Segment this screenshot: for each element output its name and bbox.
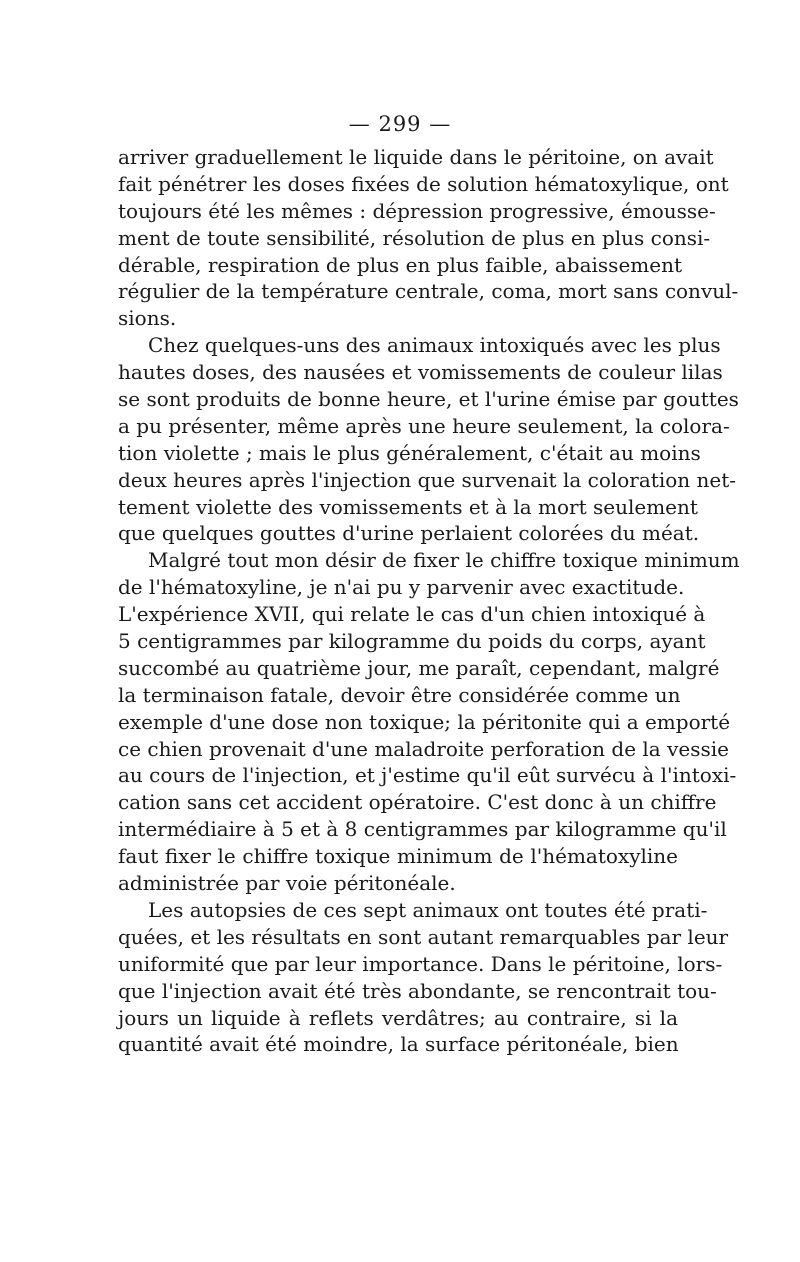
text-line: deux heures après l'injection que survenait la coloration net- xyxy=(118,467,737,492)
text-line: toujours été les mêmes : dépression progressive, émousse- xyxy=(118,198,716,223)
text-line: au cours de l'injection, et j'estime qu'il eût survécu à l'intoxi- xyxy=(118,763,737,788)
text-line: fait pénétrer les doses fixées de solution hématoxylique, ont xyxy=(118,171,729,196)
text-line: de l'hématoxyline, je n'ai pu y parvenir avec exactitude. xyxy=(118,575,685,600)
paragraph-start-line: Les autopsies de ces sept animaux ont toutes été prati- xyxy=(148,897,708,922)
text-line: que l'injection avait été très abondante, se rencontrait tou- xyxy=(118,978,717,1003)
text-line: quantité avait été moindre, la surface péritonéale, bien xyxy=(118,1032,679,1057)
text-line: 5 centigrammes par kilogramme du poids du corps, ayant xyxy=(118,629,706,654)
text-line: sions. xyxy=(118,306,177,331)
text-line: régulier de la température centrale, coma, mort sans convul- xyxy=(118,279,739,304)
text-line: dérable, respiration de plus en plus faible, abaissement xyxy=(118,252,683,277)
text-line: cation sans cet accident opératoire. C'est donc à un chiffre xyxy=(118,790,717,815)
text-line: arriver graduellement le liquide dans le péritoine, on avait xyxy=(118,145,714,169)
text-line: tement violette des vomissements et à la mort seulement xyxy=(118,494,698,519)
text-line: hautes doses, des nausées et vomissements de couleur lilas xyxy=(118,360,723,385)
text-line: que quelques gouttes d'urine perlaient colorées du méat. xyxy=(118,521,700,546)
text-line: L'expérience XVII, qui relate le cas d'un chien intoxiqué à xyxy=(118,602,706,627)
text-line: jours un liquide à reflets verdâtres; au contraire, si la xyxy=(118,1005,678,1030)
text-line: la terminaison fatale, devoir être considérée comme un xyxy=(118,682,681,707)
text-line: se sont produits de bonne heure, et l'urine émise par gouttes xyxy=(118,387,739,412)
page-number: — 299 — xyxy=(348,112,452,136)
text-line: quées, et les résultats en sont autant remarquables par leur xyxy=(118,924,729,949)
body-text xyxy=(118,144,740,1058)
paragraph-start-line: Chez quelques-uns des animaux intoxiqués avec les plus xyxy=(148,333,721,358)
text-line: ment de toute sensibilité, résolution de plus en plus consi- xyxy=(118,225,711,250)
text-line: faut fixer le chiffre toxique minimum de l'hématoxyline xyxy=(118,844,678,869)
text-line: administrée par voie péritonéale. xyxy=(118,871,456,896)
text-line: a pu présenter, même après une heure seulement, la colora- xyxy=(118,413,730,438)
text-line: exemple d'une dose non toxique; la péritonite qui a emporté xyxy=(118,709,731,734)
paragraph-start-line: Malgré tout mon désir de fixer le chiffre toxique minimum xyxy=(148,548,740,573)
text-line: succombé au quatrième jour, me paraît, cependant, malgré xyxy=(118,655,720,680)
text-line: uniformité que par leur importance. Dans le péritoine, lors- xyxy=(118,951,723,976)
text-line: ce chien provenait d'une maladroite perforation de la vessie xyxy=(118,736,729,761)
text-line: tion violette ; mais le plus généralement, c'était au moins xyxy=(118,440,701,465)
text-line: intermédiaire à 5 et à 8 centigrammes par kilogramme qu'il xyxy=(118,817,727,842)
